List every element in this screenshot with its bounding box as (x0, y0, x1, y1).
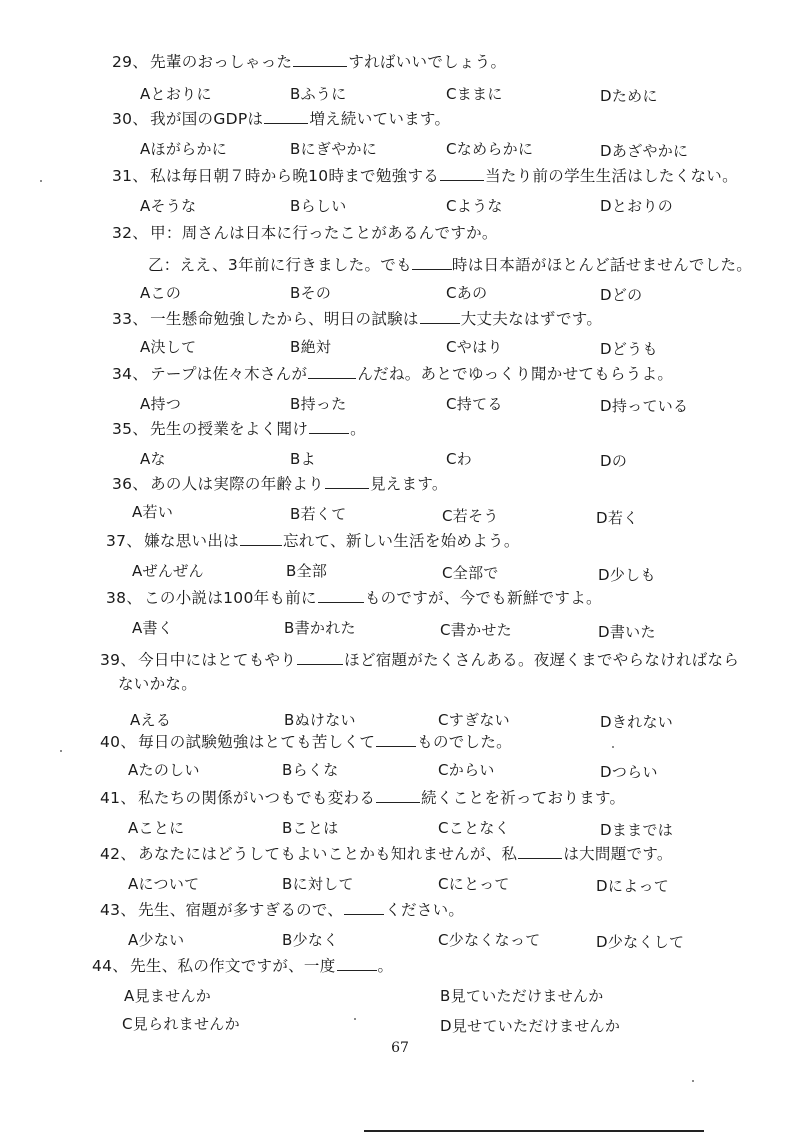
question-stem (112, 360, 673, 388)
option-d: Dの (600, 452, 628, 470)
option-c: Cままに (446, 85, 503, 103)
option-a: A若い (132, 503, 174, 521)
option-d: Dために (600, 87, 658, 105)
stem-text: 先輩のおっしゃった (150, 53, 293, 71)
option-a: Aこの (140, 284, 182, 302)
option-b: B少なく (282, 931, 339, 949)
stem-text: 一生懸命勉強したから、明日の試験は (150, 310, 419, 328)
option-d: Dままでは (600, 821, 674, 839)
option-b: Bことは (282, 819, 339, 837)
stem-text: 。 (350, 420, 366, 438)
option-c: C全部で (442, 564, 499, 582)
answer-blank (297, 650, 343, 665)
option-d: Dきれない (600, 713, 674, 731)
stem-text: あの人は実際の年齢より (150, 475, 324, 493)
option-a: Aな (140, 450, 166, 468)
question-stem-line2 (148, 251, 752, 279)
stem-text: 増え続いています。 (309, 110, 451, 128)
option-a: Aそうな (140, 197, 197, 215)
answer-blank (318, 588, 364, 603)
question-number: 37、 (106, 532, 143, 550)
answer-blank (518, 844, 562, 859)
question-number: 42、 (100, 845, 137, 863)
option-d: D若く (596, 509, 639, 527)
option-b: Bらくな (282, 761, 339, 779)
question-stem (100, 840, 673, 868)
question-number: 39、 (100, 651, 137, 669)
question-number: 31、 (112, 167, 149, 185)
option-a: A決して (140, 338, 197, 356)
answer-blank (264, 109, 308, 124)
option-d: Dつらい (600, 763, 658, 781)
stem-text: この小説は100年も前に (144, 589, 317, 607)
stem-text: 毎日の試験勉強はとても苦しくて (138, 733, 376, 751)
option-d: D持っている (600, 397, 689, 415)
option-b: Bよ (290, 450, 316, 468)
question-stem (112, 105, 450, 133)
scan-speck (612, 746, 614, 748)
option-a: Aことに (128, 819, 185, 837)
question-stem (92, 952, 393, 980)
option-b: Bらしい (290, 197, 347, 215)
option-b: B絶対 (290, 338, 332, 356)
stem-text: 私たちの関係がいつもでも変わる (138, 789, 376, 807)
answer-blank (240, 531, 282, 546)
option-c: C持てる (446, 395, 503, 413)
option-a: A見ませんか (124, 987, 212, 1005)
stem-text: んだね。あとでゆっくり聞かせてもらうよ。 (357, 365, 674, 383)
stem-text: あなたにはどうしてもよいことかも知れませんが、私 (138, 845, 518, 863)
option-d: Dどの (600, 286, 643, 304)
option-d: Dあざやかに (600, 142, 689, 160)
stem-text: 見えます。 (369, 475, 448, 493)
stem-text: ものですが、今でも新鮮ですよ。 (364, 589, 602, 607)
option-c: C若そう (442, 507, 499, 525)
stem-text: 時は日本語がほとんど話せませんでした。 (451, 256, 753, 274)
option-a: A少ない (128, 931, 185, 949)
option-b: B書かれた (284, 619, 356, 637)
stem-text: は大問題です。 (563, 845, 673, 863)
option-c: C少なくなって (438, 931, 541, 949)
option-b: B若くて (290, 505, 347, 523)
option-c: Cわ (446, 450, 473, 468)
stem-text: ものでした。 (417, 733, 512, 751)
option-a: Aほがらかに (140, 140, 228, 158)
option-c: Cにとって (438, 875, 510, 893)
option-c: Cからい (438, 761, 495, 779)
scan-speck (60, 750, 62, 752)
scan-speck (40, 180, 42, 182)
option-b: B見ていただけませんか (440, 987, 604, 1005)
option-c: C見られませんか (122, 1015, 240, 1033)
stem-text: 大丈夫なはずです。 (460, 310, 603, 328)
question-stem (100, 784, 625, 812)
stem-text: テープは佐々木さんが (150, 365, 308, 383)
question-number: 29、 (112, 53, 149, 71)
question-stem (112, 415, 366, 443)
option-a: A書く (132, 619, 174, 637)
question-stem (106, 527, 520, 555)
page-number: 67 (391, 1040, 409, 1056)
stem-text: 今日中にはとてもやり (138, 651, 297, 669)
question-number: 33、 (112, 310, 149, 328)
stem-text: 先生の授業をよく聞け (150, 420, 309, 438)
option-c: Cすぎない (438, 711, 510, 729)
option-d: Dどうも (600, 340, 658, 358)
option-b: Bぬけない (284, 711, 356, 729)
option-d: D書いた (598, 623, 656, 641)
answer-blank (293, 52, 347, 67)
answer-blank (420, 309, 460, 324)
stem-text: 先生、私の作文ですが、一度 (130, 957, 336, 975)
stem-text: すればいいでしょう。 (348, 53, 507, 71)
stem-text: 私は毎日朝７時から晩10時まで勉強する (150, 167, 440, 185)
question-stem (100, 728, 512, 756)
question-number: 38、 (106, 589, 143, 607)
option-b: B全部 (286, 562, 328, 580)
option-a: Aについて (128, 875, 200, 893)
option-d: D見せていただけませんか (440, 1017, 621, 1035)
answer-blank (308, 364, 356, 379)
option-d: D少なくして (596, 933, 685, 951)
option-c: C書かせた (440, 621, 512, 639)
answer-blank (412, 255, 452, 270)
question-number: 40、 (100, 733, 137, 751)
stem-text: 。 (377, 957, 394, 975)
answer-blank (440, 166, 484, 181)
question-number: 36、 (112, 475, 149, 493)
stem-text: 我が国のGDPは (150, 110, 264, 128)
option-a: Aとおりに (140, 85, 212, 103)
stem-text: 忘れて、新しい生活を始めよう。 (282, 532, 520, 550)
option-d: D少しも (598, 566, 656, 584)
option-d: Dとおりの (600, 197, 674, 215)
question-number: 34、 (112, 365, 149, 383)
answer-blank (325, 474, 369, 489)
option-c: Cやはり (446, 338, 503, 356)
question-stem (112, 470, 448, 498)
option-b: B持った (290, 395, 347, 413)
option-c: Cあの (446, 284, 488, 302)
question-number: 44、 (92, 957, 129, 975)
question-number: 32、 (112, 224, 149, 242)
answer-blank (376, 788, 420, 803)
stem-text: 続くことを祈っております。 (421, 789, 626, 807)
question-stem (112, 219, 498, 247)
question-stem-line2: ないかな。 (118, 675, 198, 693)
question-number: 41、 (100, 789, 137, 807)
footer-rule (364, 1130, 704, 1132)
stem-text: 嫌な思い出は (144, 532, 239, 550)
scan-speck (354, 1018, 356, 1020)
option-b: Bにぎやかに (290, 140, 378, 158)
answer-blank (344, 900, 384, 915)
question-number: 30、 (112, 110, 149, 128)
question-number: 35、 (112, 420, 149, 438)
question-stem (100, 896, 464, 924)
option-a: A持つ (140, 395, 182, 413)
option-d: Dによって (596, 877, 670, 895)
question-number: 43、 (100, 901, 137, 919)
option-b: Bふうに (290, 85, 347, 103)
answer-blank (309, 419, 349, 434)
answer-blank (376, 732, 416, 747)
option-b: Bその (290, 284, 332, 302)
question-stem (112, 162, 738, 190)
stem-text: 甲：周さんは日本に行ったことがあるんですか。 (150, 224, 498, 242)
option-c: Cような (446, 197, 503, 215)
question-stem (112, 305, 602, 333)
stem-text: ほど宿題がたくさんある。夜遅くまでやらなければなら (344, 651, 740, 669)
question-stem (106, 584, 602, 612)
stem-text: 乙：ええ、3年前に行きました。でも (148, 256, 412, 274)
answer-blank (337, 956, 377, 971)
option-a: Aえる (130, 711, 172, 729)
option-c: Cことなく (438, 819, 510, 837)
stem-text: 当たり前の学生生活はしたくない。 (485, 167, 738, 185)
question-stem (112, 48, 506, 76)
option-a: Aたのしい (128, 761, 200, 779)
option-c: Cなめらかに (446, 140, 534, 158)
option-a: Aぜんぜん (132, 562, 204, 580)
option-b: Bに対して (282, 875, 354, 893)
scan-speck (692, 1080, 694, 1082)
stem-text: ください。 (385, 901, 465, 919)
stem-text: 先生、宿題が多すぎるので、 (138, 901, 344, 919)
